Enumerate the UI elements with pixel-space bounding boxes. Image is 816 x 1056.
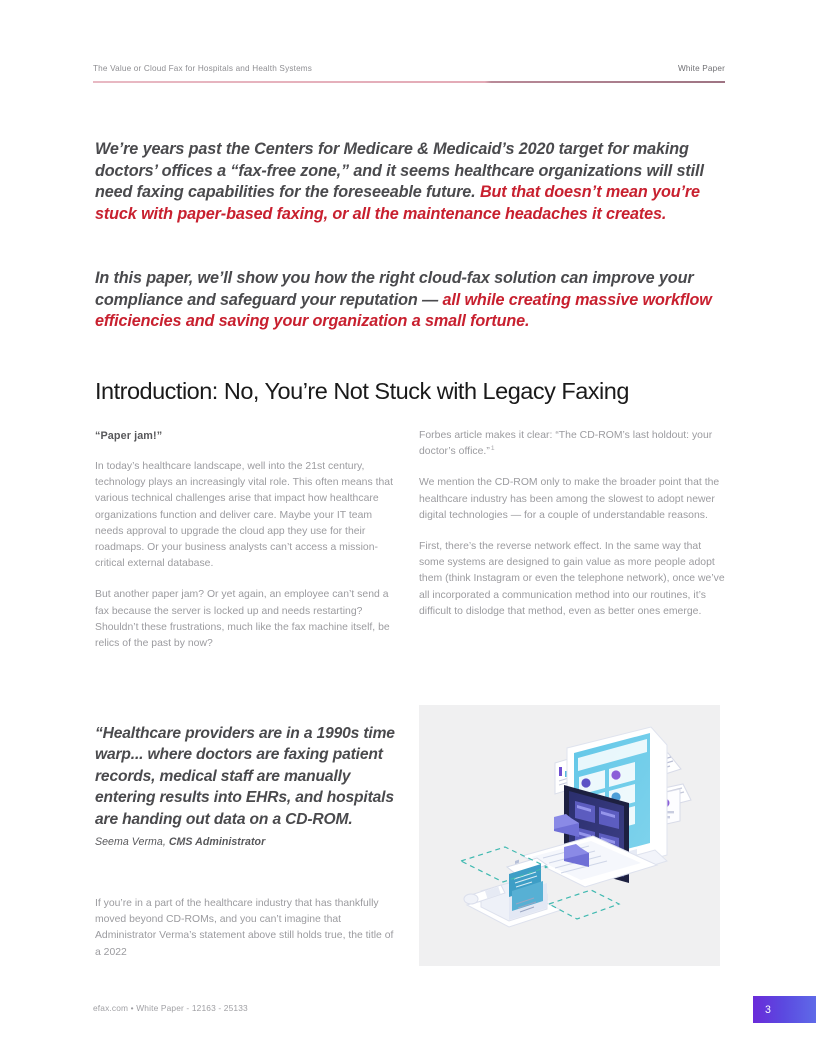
header-divider-rule (93, 81, 725, 83)
section-heading: Introduction: No, You’re Not Stuck with Legacy Faxing (95, 378, 629, 404)
right-column-paragraph-1-text: Forbes article makes it clear: “The CD-ROM’s last holdout: your doctor’s office.” (419, 430, 713, 458)
deck-1-accent: But that doesn’t mean you’re stuck with paper-based faxing, or all the maintenance headaches it creates. (95, 183, 700, 223)
pullquote-attribution (95, 835, 407, 850)
pullquote-block (95, 723, 407, 850)
right-column-paragraph-3: First, there’s the reverse network effect. In the same way that some systems are designed to gain value as more people adopt them (think Instagram or even the telephone network), once we’ve all incorporated a communication method into our routines, it’s difficult to dislodge that method, even as better ones emerge. (419, 541, 725, 617)
pullquote-attribution-name: Seema Verma, (95, 836, 169, 849)
deck-paragraph-1 (95, 139, 717, 225)
deck-paragraph-2 (95, 268, 717, 333)
running-header (93, 64, 725, 73)
right-column-paragraph-2: We mention the CD-ROM only to make the broader point that the healthcare industry has been among the slowest to adopt newer digital technologies — for a couple of understandable reasons. (419, 477, 720, 521)
pullquote-attribution-title: CMS Administrator (168, 836, 266, 849)
body-column-right (419, 428, 725, 620)
deck-1-plain: We’re years past the Centers for Medicare & Medicaid’s 2020 target for making doctors’ offices a “fax-free zone,” and it seems healthcare organizations will still need faxing capabilities for the foreseeable future. (95, 140, 704, 202)
page-number-badge: 3 (753, 996, 816, 1023)
footer-text: efax.com • White Paper - 12163 - 25133 (93, 1003, 248, 1013)
header-document-type: White Paper (677, 64, 725, 73)
isometric-illustration-svg (419, 705, 720, 966)
cloud-fax-illustration (419, 705, 720, 966)
footnote-marker: 1 (490, 444, 495, 452)
pullquote-text: “Healthcare providers are in a 1990s time warp... where doctors are faxing patient records, medical staff are manually entering results into EHRs, and hospitals are handing out data on a CD-ROM. (95, 725, 395, 828)
left-column-paragraph-1: In today’s healthcare landscape, well into the 21st century, technology plays an increasingly vital role. This often means that various technical challenges arise that impact how healthcare organizations function and deliver care. Maybe your IT team needs approval to upgrade the cloud app they use for their roadmaps. Or your business analysts can’t access a mission-critical external database. (95, 461, 394, 570)
body-column-left (95, 428, 401, 652)
deck-2-accent: all while creating massive workflow efficiencies and saving your organization a small fortune. (95, 290, 712, 331)
after-quote-paragraph: If you’re in a part of the healthcare industry that has thankfully moved beyond CD-ROMs, and you can’t imagine that Administrator Verma’s statement above still holds true, the title of a 2022 (95, 898, 394, 958)
left-column-paragraph-2: But another paper jam? Or yet again, an employee can’t send a fax because the server is locked up and needs restarting? Shouldn’t these frustrations, much like the fax machine itself, be relics of the past by now? (95, 589, 390, 650)
after-quote-block (95, 896, 401, 961)
right-column-paragraph-1 (419, 428, 725, 460)
left-column-subhead: “Paper jam!” (95, 430, 163, 442)
deck-2-plain: In this paper, we’ll show you how the right cloud-fax solution can improve your compliance and safeguard your reputation — (95, 269, 694, 309)
header-document-title: The Value or Cloud Fax for Hospitals and Health Systems (93, 64, 313, 73)
